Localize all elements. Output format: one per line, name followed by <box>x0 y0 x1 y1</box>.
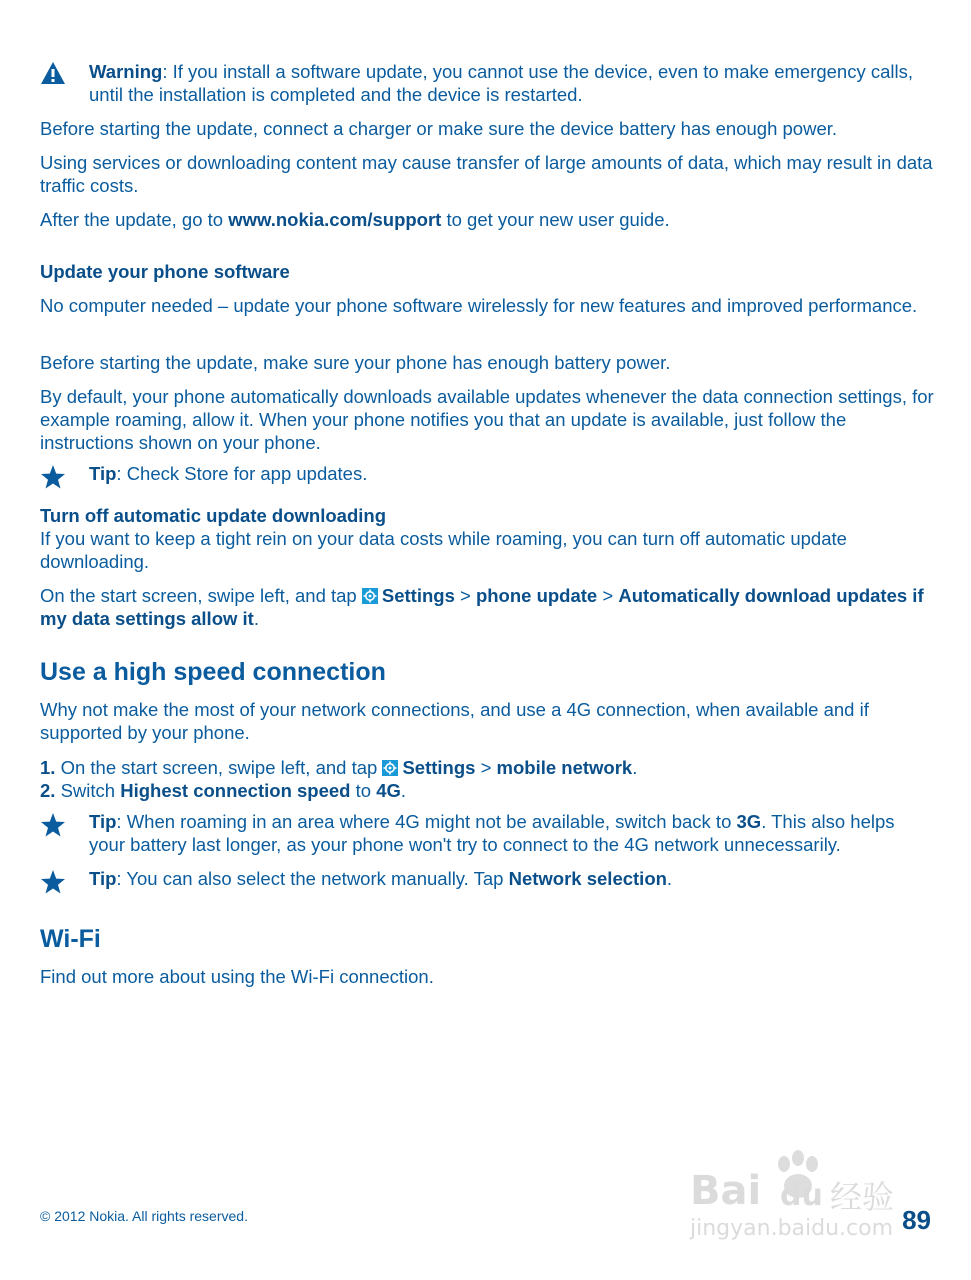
star-icon <box>40 812 66 838</box>
intro-paragraph-2: Using services or downloading content may cause transfer of large amounts of data, which may result in data traffic costs. <box>40 152 933 196</box>
update-heading: Update your phone software <box>40 261 290 282</box>
warning-icon <box>40 60 66 86</box>
watermark-brand: Bai <box>690 1168 762 1214</box>
support-link[interactable]: www.nokia.com/support <box>228 209 442 230</box>
high-speed-paragraph-1: Why not make the most of your network connections, and use a 4G connection, when available and if supported by your phone. <box>40 699 869 743</box>
high-speed-heading: Use a high speed connection <box>40 658 386 686</box>
turn-off-paragraph-1: If you want to keep a tight rein on your data costs while roaming, you can turn off automatic update downloading. <box>40 528 847 572</box>
highest-speed-option[interactable]: Highest connection speed <box>120 780 351 801</box>
page-number: 89 <box>902 1205 931 1235</box>
copyright: © 2012 Nokia. All rights reserved. <box>40 1208 248 1224</box>
intro-paragraph-1: Before starting the update, connect a charger or make sure the device battery has enough power. <box>40 118 838 139</box>
high-speed-step-1: 1. On the start screen, swipe left, and tap Settings > mobile network. <box>40 757 638 778</box>
settings-icon <box>362 588 378 604</box>
settings-link[interactable]: Settings <box>381 585 455 606</box>
auto-download-option[interactable]: Automatically download updates if my data settings allow it <box>40 585 924 629</box>
tip-label: Tip <box>89 463 117 484</box>
watermark-cn: 经验 <box>830 1178 895 1216</box>
update-paragraph-1: No computer needed – update your phone software wirelessly for new features and improved performance. <box>40 295 918 316</box>
watermark-brand-du: du <box>780 1178 823 1213</box>
warning-label: Warning <box>89 61 163 82</box>
star-icon <box>40 869 66 895</box>
update-tip: Tip: Check Store for app updates. <box>89 463 368 484</box>
turn-off-paragraph-2: On the start screen, swipe left, and tap Settings > phone update > Automatically download updates if my data settings allow it. <box>40 585 924 629</box>
high-speed-tip-2: Tip: You can also select the network manually. Tap Network selection. <box>89 868 673 889</box>
baidu-watermark <box>690 1150 930 1250</box>
tip-label: Tip <box>89 868 117 889</box>
settings-icon <box>382 760 398 776</box>
turn-off-heading: Turn off automatic update downloading <box>40 505 386 526</box>
mobile-network-link[interactable]: mobile network <box>496 757 633 778</box>
update-paragraph-3: By default, your phone automatically downloads available updates whenever the data connection settings, for example roaming, allow it. When your phone notifies you that an update is available, just follow the instructions shown on your phone. <box>40 386 934 453</box>
warning-text: Warning: If you install a software update, you cannot use the device, even to make emergency calls, until the installation is completed and the device is restarted. <box>89 61 914 105</box>
intro-paragraph-3: After the update, go to www.nokia.com/support to get your new user guide. <box>40 209 670 230</box>
network-selection-option[interactable]: Network selection <box>508 868 667 889</box>
update-paragraph-2: Before starting the update, make sure your phone has enough battery power. <box>40 352 671 373</box>
watermark-url: jingyan.baidu.com <box>690 1216 894 1241</box>
phone-update-link[interactable]: phone update <box>475 585 598 606</box>
wifi-heading: Wi-Fi <box>40 925 101 953</box>
high-speed-tip-1: Tip: When roaming in an area where 4G might not be available, switch back to 3G. This also helps your battery last longer, as your phone won't try to connect to the 4G network unnecessarily. <box>89 811 895 855</box>
settings-link[interactable]: Settings <box>402 757 476 778</box>
tip-label: Tip <box>89 811 117 832</box>
wifi-paragraph-1: Find out more about using the Wi-Fi connection. <box>40 966 434 987</box>
star-icon <box>40 464 66 490</box>
high-speed-step-2: 2. Switch Highest connection speed to 4G. <box>40 780 407 801</box>
